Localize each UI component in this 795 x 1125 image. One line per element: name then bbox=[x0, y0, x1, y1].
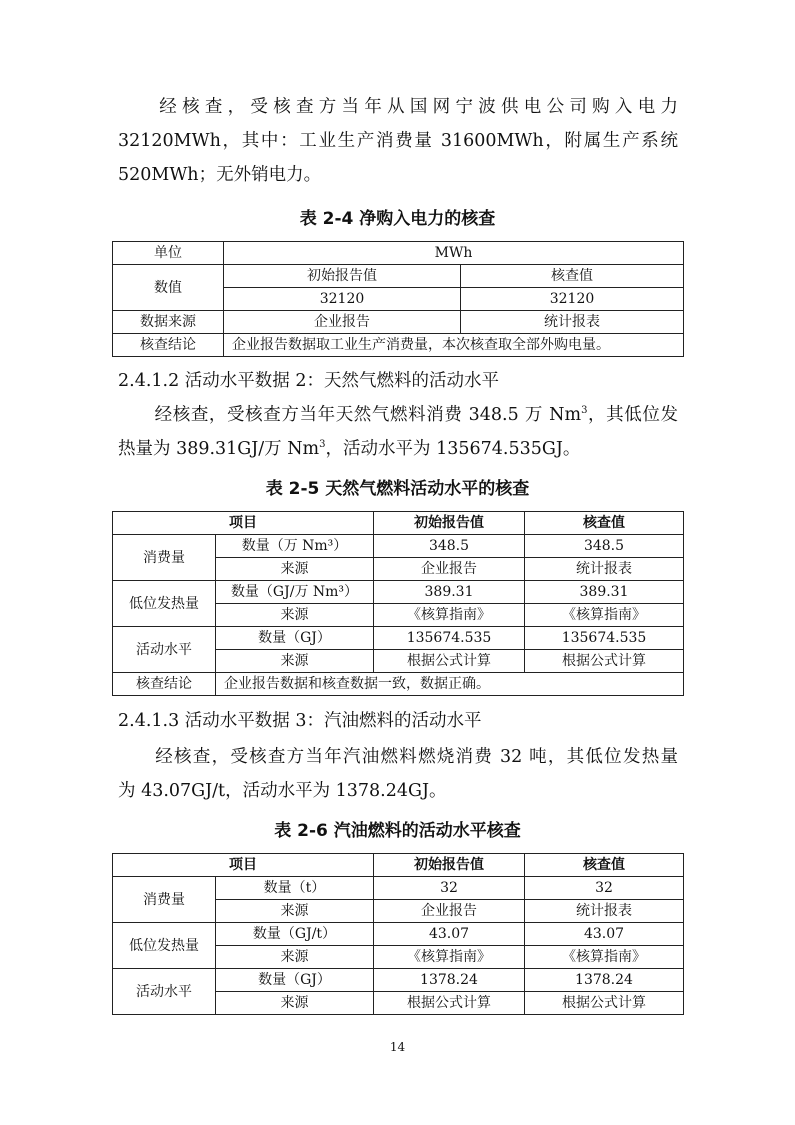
table-cell: 32 bbox=[374, 877, 525, 900]
table-cell: 32 bbox=[525, 877, 684, 900]
paragraph-gasoline bbox=[118, 740, 678, 808]
table-cell: 低位发热量 bbox=[113, 581, 216, 627]
table-header-cell: 核查值 bbox=[525, 854, 684, 877]
table-cell: 来源 bbox=[216, 900, 374, 923]
table-2-4-electricity bbox=[112, 241, 684, 357]
table-cell: 数量（GJ/t） bbox=[216, 923, 374, 946]
table-cell: 43.07 bbox=[374, 923, 525, 946]
table-row bbox=[113, 242, 684, 265]
paragraph-line: 32120MWh，其中：工业生产消费量 31600MWh，附属生产系统 bbox=[118, 131, 678, 151]
table-row bbox=[113, 877, 684, 900]
table-cell: 根据公式计算 bbox=[374, 992, 525, 1015]
table-row bbox=[113, 923, 684, 946]
table-cell: 核查值 bbox=[461, 265, 684, 288]
table-row bbox=[113, 535, 684, 558]
table-cell: 来源 bbox=[216, 946, 374, 969]
table-cell: 来源 bbox=[216, 558, 374, 581]
table-header-cell: 核查值 bbox=[525, 512, 684, 535]
table-cell: 348.5 bbox=[374, 535, 525, 558]
table-cell: 数据来源 bbox=[113, 311, 224, 334]
table-cell: 核查结论 bbox=[113, 334, 224, 357]
table-cell: 初始报告值 bbox=[224, 265, 461, 288]
table-cell: 数量（GJ） bbox=[216, 627, 374, 650]
table-cell: 1378.24 bbox=[525, 969, 684, 992]
table-cell: 根据公式计算 bbox=[525, 992, 684, 1015]
table-2-6-gasoline bbox=[112, 853, 684, 1015]
table-cell: 统计报表 bbox=[525, 900, 684, 923]
table-cell: 数量（GJ/万 Nm³） bbox=[216, 581, 374, 604]
table-cell: 数量（万 Nm³） bbox=[216, 535, 374, 558]
table-cell: 消费量 bbox=[113, 877, 216, 923]
paragraph-line: 经核查，受核查方当年汽油燃料燃烧消费 32 吨，其低位发热量 bbox=[154, 747, 678, 767]
paragraph-natural-gas bbox=[118, 398, 678, 466]
table-cell: MWh bbox=[224, 242, 684, 265]
table-row bbox=[113, 969, 684, 992]
table-row bbox=[113, 311, 684, 334]
table-cell: 来源 bbox=[216, 650, 374, 673]
table-cell: 135674.535 bbox=[374, 627, 525, 650]
table-2-5-natural-gas bbox=[112, 511, 684, 696]
table-cell: 根据公式计算 bbox=[374, 650, 525, 673]
table-row bbox=[113, 581, 684, 604]
table-cell: 389.31 bbox=[374, 581, 525, 604]
table-cell: 《核算指南》 bbox=[374, 604, 525, 627]
table-cell: 低位发热量 bbox=[113, 923, 216, 969]
table-cell: 统计报表 bbox=[525, 558, 684, 581]
table-row bbox=[113, 512, 684, 535]
table-row bbox=[113, 673, 684, 696]
table-header-cell: 项目 bbox=[113, 854, 374, 877]
table-cell: 根据公式计算 bbox=[525, 650, 684, 673]
table-cell: 《核算指南》 bbox=[525, 604, 684, 627]
table-cell: 企业报告 bbox=[374, 558, 525, 581]
table-cell: 企业报告 bbox=[224, 311, 461, 334]
table-cell: 数量（t） bbox=[216, 877, 374, 900]
paragraph-line: 热量为 389.31GJ/万 Nm$^3$，活动水平为 135674.535GJ。 bbox=[118, 439, 581, 459]
table-cell: 活动水平 bbox=[113, 627, 216, 673]
table-cell: 32120 bbox=[224, 288, 461, 311]
table-cell: 348.5 bbox=[525, 535, 684, 558]
table-cell: 135674.535 bbox=[525, 627, 684, 650]
table-2-5-caption: 表 2-5 天然气燃料活动水平的核查 bbox=[265, 479, 530, 499]
table-cell: 企业报告 bbox=[374, 900, 525, 923]
section-heading-natural-gas: 2.4.1.2 活动水平数据 2：天然气燃料的活动水平 bbox=[118, 371, 499, 391]
table-2-4-caption: 表 2-4 净购入电力的核查 bbox=[299, 209, 496, 229]
table-header-cell: 初始报告值 bbox=[374, 854, 525, 877]
table-cell: 数量（GJ） bbox=[216, 969, 374, 992]
paragraph-line: 520MWh；无外销电力。 bbox=[118, 165, 322, 185]
table-cell: 核查结论 bbox=[113, 673, 216, 696]
table-cell: 43.07 bbox=[525, 923, 684, 946]
table-cell: 32120 bbox=[461, 288, 684, 311]
table-cell: 统计报表 bbox=[461, 311, 684, 334]
table-cell: 389.31 bbox=[525, 581, 684, 604]
table-cell: 活动水平 bbox=[113, 969, 216, 1015]
paragraph-line: 经核查，受核查方当年天然气燃料消费 348.5 万 Nm$^3$，其低位发 bbox=[154, 405, 678, 425]
table-cell: 数值 bbox=[113, 265, 224, 311]
table-row bbox=[113, 854, 684, 877]
table-row bbox=[113, 334, 684, 357]
table-cell: 消费量 bbox=[113, 535, 216, 581]
table-row bbox=[113, 627, 684, 650]
table-cell: 来源 bbox=[216, 992, 374, 1015]
table-cell: 单位 bbox=[113, 242, 224, 265]
paragraph-line: 经核查，受核查方当年从国网宁波供电公司购入电力 bbox=[154, 97, 678, 117]
page-number: 14 bbox=[389, 1040, 406, 1054]
table-2-6-caption: 表 2-6 汽油燃料的活动水平核查 bbox=[274, 821, 521, 841]
table-cell: 《核算指南》 bbox=[525, 946, 684, 969]
table-cell: 来源 bbox=[216, 604, 374, 627]
table-cell: 企业报告数据取工业生产消费量，本次核查取全部外购电量。 bbox=[224, 334, 684, 357]
paragraph-line: 为 43.07GJ/t，活动水平为 1378.24GJ。 bbox=[118, 781, 447, 801]
table-header-cell: 初始报告值 bbox=[374, 512, 525, 535]
paragraph-purchased-electricity bbox=[118, 90, 678, 192]
table-cell: 企业报告数据和核查数据一致，数据正确。 bbox=[216, 673, 684, 696]
table-header-cell: 项目 bbox=[113, 512, 374, 535]
table-row bbox=[113, 265, 684, 288]
table-cell: 《核算指南》 bbox=[374, 946, 525, 969]
section-heading-gasoline: 2.4.1.3 活动水平数据 3：汽油燃料的活动水平 bbox=[118, 711, 482, 731]
table-cell: 1378.24 bbox=[374, 969, 525, 992]
